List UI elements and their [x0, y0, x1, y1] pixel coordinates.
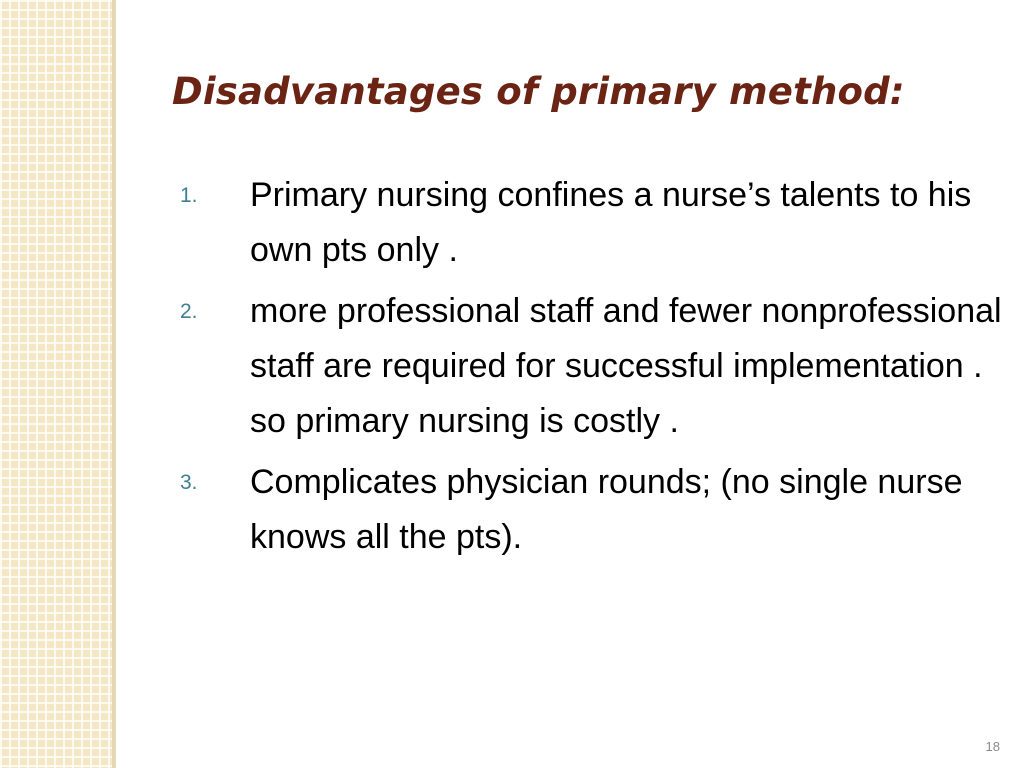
slide-title: Disadvantages of primary method: [172, 70, 905, 113]
decorative-side-pattern [0, 0, 112, 768]
list-item-number: 3. [180, 471, 198, 494]
list-item-number: 2. [180, 300, 198, 323]
disadvantages-list [180, 168, 1010, 571]
list-item [180, 284, 1010, 449]
list-item [180, 455, 1010, 565]
page-number: 18 [985, 739, 1000, 754]
list-item-text: Complicates physician rounds; (no single nurse knows all the pts). [250, 463, 963, 556]
list-item-number: 1. [180, 184, 198, 207]
list-item-text: Primary nursing confines a nurse’s talents to his own pts only . [250, 176, 972, 269]
side-divider [112, 0, 116, 768]
list-item-text: more professional staff and fewer nonprofessional staff are required for successful implementation . so primary nursing is costly . [250, 292, 1002, 440]
list-item [180, 168, 1010, 278]
